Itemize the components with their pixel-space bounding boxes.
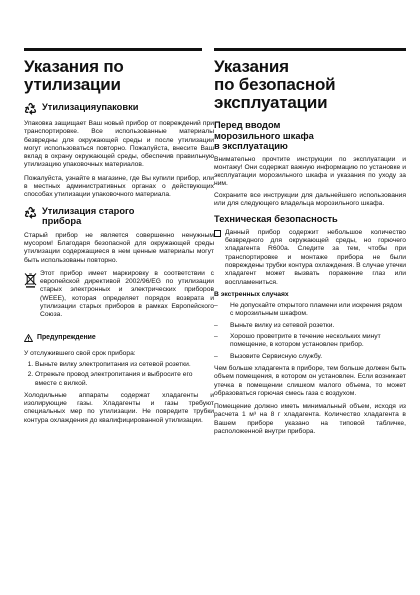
left-top-rule: [24, 48, 202, 51]
before-use-heading: Перед вводом морозильного шкафа в эксплуатацию: [214, 120, 314, 151]
right-column: [214, 58, 406, 441]
right-top-rule: [214, 48, 406, 51]
recycle-icon: [24, 102, 37, 115]
room-volume-paragraph: Помещение должно иметь минимальный объем, исходя из расчета 1 м³ на 8 г хладагента. Количество хладагента в Вашем приборе указано на типовой табличке, расположенной внутри прибора.: [214, 403, 406, 436]
warning-step: 1. Выньте вилку электропитания из сетевой розетки.: [35, 361, 214, 369]
crossed-bin-icon: [24, 270, 37, 325]
disposal-heading: Указания по утилизации: [24, 57, 124, 94]
technical-safety-heading: Техническая безопасность: [214, 214, 338, 225]
old-appliance-heading: [24, 206, 214, 227]
technical-safety-paragraph: Данный прибор содержит небольшое количество безвредного для окружающей среды, но горючего хладагента R600a. Следите за тем, чтобы при транспортировке и монтаже прибора не были повреждены трубки контура охлаждения. В случае утечки хладагент может вызвать поражение глаз или воспламениться.: [225, 228, 406, 286]
packaging-paragraph-1: Упаковка защищает Ваш новый прибор от повреждений при транспортировке. Все использованные материалы безвредны для окружающей среды и после утилизации могут использоваться повторно. Пожалуйста, внесите Ваш вклад в охрану окружающей среды, обеспечив правильную утилизацию упаковочных материалов.: [24, 120, 214, 169]
left-column: [24, 58, 214, 430]
weee-paragraph: Этот прибор имеет маркировку в соответствии с европейской директивой 2002/96/EG по утилизации старых электронных и электрических приборов (WEEE), которая определяет порядок возврата и утилизации старых приборов в рамках Европейского Союза.: [40, 269, 214, 319]
list-item: – Не допускайте открытого пламени или искрения рядом с морозильным шкафом.: [214, 302, 402, 318]
list-item: – Вызовите Сервисную службу.: [214, 352, 323, 360]
before-use-paragraph-2: Сохраните все инструкции для дальнейшего использования или для следующего владельца морозильного шкафа.: [214, 191, 406, 207]
checkbox-bullet-icon: [214, 230, 221, 237]
refrigerant-paragraph: Холодильные аппараты содержат хладагенты и изолирующие газы. Хладагенты и газы требуют специальных мер по утилизации. Не повредите трубки контура охлаждения до квалифицированной утилизации.: [24, 391, 214, 424]
packaging-paragraph-2: Пожалуйста, узнайте в магазине, где Вы купили прибор, или в местных административных органах о действующих способах утилизации упаковочного материала.: [24, 174, 214, 199]
warning-title: Предупреждение: [37, 334, 96, 342]
warning-icon: [24, 329, 33, 347]
warning-step: 2. Отрежьте провод электропитания и выбросите его вместе с вилкой.: [35, 371, 214, 388]
emergency-list: [214, 302, 406, 361]
safety-heading: Указания по безопасной эксплуатации: [214, 57, 336, 112]
warning-intro: У отслужившего свой срок прибора:: [24, 349, 136, 357]
emergency-heading: В экстренных случаях: [214, 290, 289, 298]
old-appliance-paragraph: Старый прибор не является совершенно ненужным мусором! Благодаря безопасной для окружающей среды утилизации содержащиеся в нем ценные материалы могут быть использованы повторно.: [24, 231, 214, 264]
room-size-paragraph: Чем больше хладагента в приборе, тем больше должен быть объем помещения, в котором он установлен. Если возникает утечка в помещении слишком малого объема, то может образоваться горючая смесь газа с воздухом.: [214, 364, 406, 397]
before-use-paragraph-1: Внимательно прочтите инструкции по эксплуатации и монтажу! Они содержат важную информацию по установке и эксплуатации морозильного шкафа и указания по уходу за ним.: [214, 155, 406, 188]
packaging-disposal-title: Утилизацияупаковки: [42, 102, 139, 112]
list-item: – Хорошо проветрите в течение нескольких минут помещение, в котором установлен прибор.: [214, 333, 381, 349]
weee-notice: [24, 270, 214, 325]
list-item: – Выньте вилку из сетевой розетки.: [214, 321, 335, 329]
recycle-icon: [24, 206, 37, 219]
packaging-disposal-heading: [24, 102, 214, 115]
old-appliance-title: Утилизация старого прибора: [42, 205, 135, 227]
warning-heading: [24, 329, 214, 347]
warning-steps: [24, 361, 214, 388]
technical-safety-item: [214, 229, 406, 287]
